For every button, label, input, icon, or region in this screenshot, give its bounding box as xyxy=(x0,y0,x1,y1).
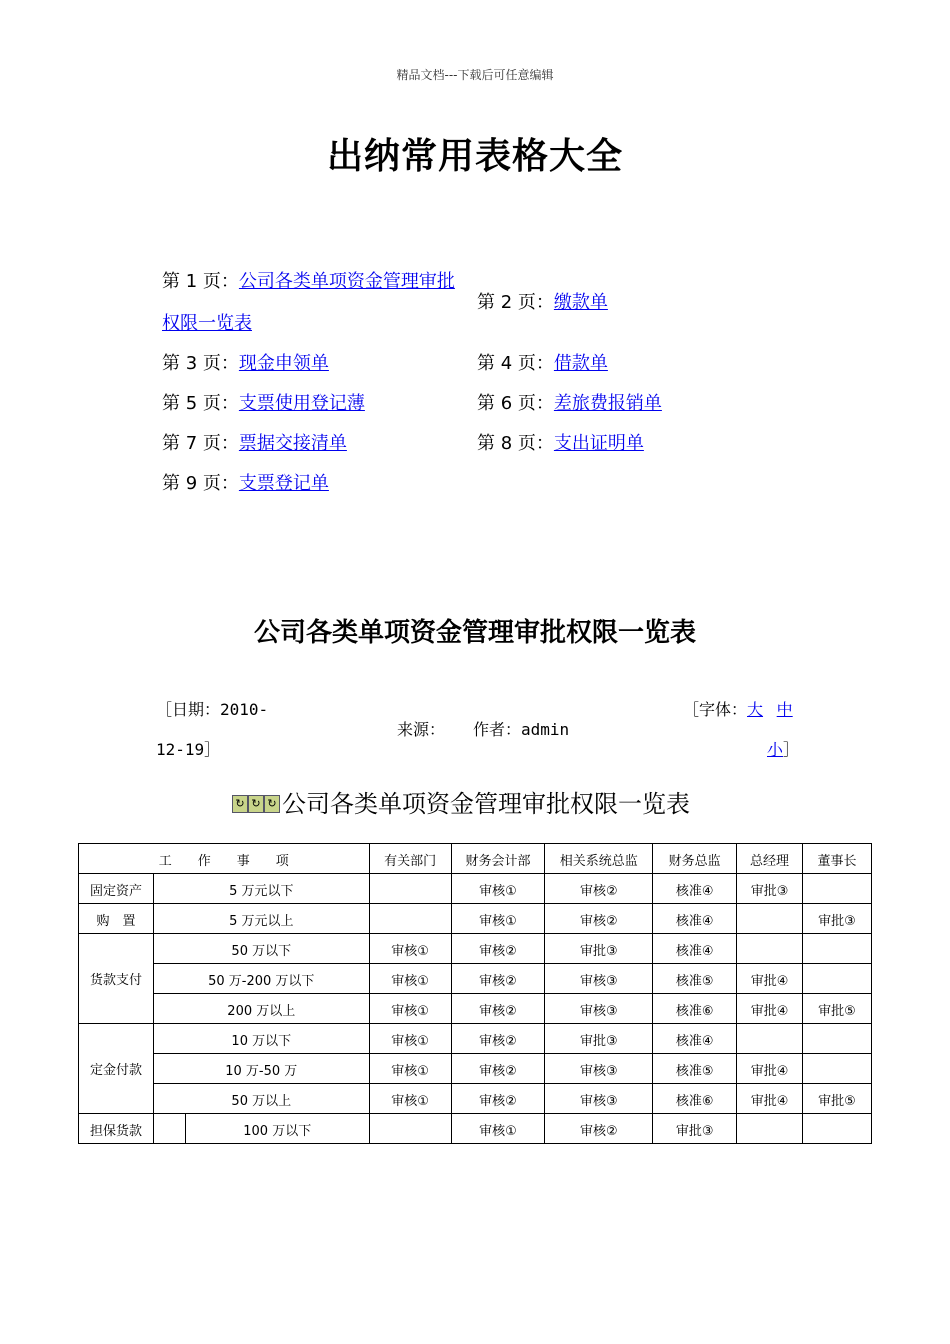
toc-link-5[interactable]: 支票使用登记薄 xyxy=(238,393,365,414)
table-cell: 核准⑤ xyxy=(653,1054,737,1084)
table-row xyxy=(79,964,872,994)
table-cell: 审核① xyxy=(369,994,451,1024)
item-cell: 50 万-200 万以下 xyxy=(153,964,369,994)
table-row xyxy=(79,874,872,904)
toc-prefix: 第 8 页： xyxy=(477,433,554,454)
toc-prefix: 第 9 页： xyxy=(162,473,239,494)
toc-link-2[interactable]: 缴款单 xyxy=(553,292,608,313)
table-cell: 审核① xyxy=(451,1114,545,1144)
item-cell: 50 万以下 xyxy=(153,934,369,964)
page-title: 出纳常用表格大全 xyxy=(326,136,623,177)
toc-item-7 xyxy=(162,434,347,454)
table-cell: 审核③ xyxy=(545,964,653,994)
table-cell: 核准⑥ xyxy=(653,1084,737,1114)
table-cell: 审批④ xyxy=(737,964,803,994)
table-cell: 审批③ xyxy=(737,874,803,904)
font-small-link[interactable]: 小 xyxy=(767,740,784,759)
font-medium-link[interactable]: 中 xyxy=(776,700,793,719)
table-cell: 审核① xyxy=(369,964,451,994)
table-heading-text: 公司各类单项资金管理审批权限一览表 xyxy=(282,790,690,818)
table-cell: 审核② xyxy=(545,1114,653,1144)
toc-item-9 xyxy=(162,474,329,494)
table-cell xyxy=(803,1054,872,1084)
table-cell: 审批④ xyxy=(737,1084,803,1114)
toc-link-4[interactable]: 借款单 xyxy=(553,353,608,374)
table-cell: 审核① xyxy=(451,874,545,904)
table-cell: 审核① xyxy=(369,1054,451,1084)
table-cell xyxy=(803,1114,872,1144)
item-cell: 50 万以上 xyxy=(153,1084,369,1114)
table-cell: 审批⑤ xyxy=(803,994,872,1024)
toc-item-6 xyxy=(477,394,662,414)
font-size-suffix: ］ xyxy=(783,740,800,759)
table-cell: 审核② xyxy=(451,1054,545,1084)
table-cell xyxy=(369,874,451,904)
table-cell: 核准④ xyxy=(653,874,737,904)
table-row xyxy=(79,934,872,964)
toc-link-1b[interactable]: 权限一览表 xyxy=(162,313,252,334)
table-cell: 审核① xyxy=(369,1084,451,1114)
table-cell: 审核① xyxy=(451,904,545,934)
table-row xyxy=(79,1084,872,1114)
table-cell xyxy=(737,934,803,964)
font-size-prefix: ［字体： xyxy=(683,700,748,719)
table-cell: 核准④ xyxy=(653,934,737,964)
toc-link-3[interactable]: 现金申领单 xyxy=(238,353,329,374)
table-cell: 审批④ xyxy=(737,994,803,1024)
header-cell: 董事长 xyxy=(803,844,872,874)
header-cell: 工 作 事 项 xyxy=(79,844,370,874)
table-cell xyxy=(803,964,872,994)
table-cell xyxy=(737,1024,803,1054)
table-cell: 审批③ xyxy=(803,904,872,934)
item-cell: 10 万-50 万 xyxy=(153,1054,369,1084)
table-row xyxy=(79,1024,872,1054)
table-cell: 核准⑤ xyxy=(653,964,737,994)
toc-prefix: 第 3 页： xyxy=(162,353,239,374)
table-cell: 审核② xyxy=(451,934,545,964)
item-cell: 200 万以上 xyxy=(153,994,369,1024)
meta-font-size-2 xyxy=(767,740,799,760)
table-cell: 审核② xyxy=(545,874,653,904)
font-large-link[interactable]: 大 xyxy=(747,700,764,719)
table-cell xyxy=(803,934,872,964)
header-cell: 有关部门 xyxy=(369,844,451,874)
category-cell: 担保货款 xyxy=(79,1114,154,1144)
meta-source: 来源： xyxy=(397,720,446,739)
table-row xyxy=(79,1114,872,1144)
toc-item-5 xyxy=(162,394,365,414)
table-cell: 审批③ xyxy=(545,934,653,964)
table-cell xyxy=(803,1024,872,1054)
empty-cell xyxy=(153,1114,185,1144)
toc-item-8 xyxy=(477,434,644,454)
category-cell: 固定资产 xyxy=(79,874,154,904)
category-cell: 货款支付 xyxy=(79,934,154,1024)
table-cell xyxy=(369,904,451,934)
toc-prefix: 第 7 页： xyxy=(162,433,239,454)
table-row xyxy=(79,1054,872,1084)
table-cell: 审核③ xyxy=(545,994,653,1024)
table-cell: 审批③ xyxy=(545,1024,653,1054)
table-cell: 审核① xyxy=(369,1024,451,1054)
table-cell: 审核② xyxy=(451,994,545,1024)
meta-date-line1: ［日期：2010- xyxy=(156,700,269,719)
refresh-icon: ↻ ↻ ↻ xyxy=(232,795,280,813)
table-cell xyxy=(737,904,803,934)
item-cell: 100 万以下 xyxy=(185,1114,369,1144)
section-title: 公司各类单项资金管理审批权限一览表 xyxy=(253,618,696,648)
toc-prefix: 第 6 页： xyxy=(477,393,554,414)
toc-prefix: 第 5 页： xyxy=(162,393,239,414)
table-cell: 审核② xyxy=(545,904,653,934)
toc-prefix: 第 4 页： xyxy=(477,353,554,374)
table-cell xyxy=(737,1114,803,1144)
table-cell: 审批④ xyxy=(737,1054,803,1084)
table-cell: 核准⑥ xyxy=(653,994,737,1024)
table-cell: 核准④ xyxy=(653,1024,737,1054)
table-row xyxy=(79,994,872,1024)
table-cell: 审核③ xyxy=(545,1054,653,1084)
meta-author: 作者：admin xyxy=(473,720,570,739)
meta-font-size xyxy=(683,700,793,720)
table-cell: 审批⑤ xyxy=(803,1084,872,1114)
toc-link-9[interactable]: 支票登记单 xyxy=(238,473,329,494)
table-cell: 审核② xyxy=(451,1084,545,1114)
toc-item-4 xyxy=(477,354,608,374)
table-heading xyxy=(232,788,690,820)
item-cell: 5 万元以上 xyxy=(153,904,369,934)
toc-prefix: 第 1 页： xyxy=(162,271,239,292)
meta-date-line2: 12-19］ xyxy=(156,740,221,759)
header-note: 精品文档---下载后可任意编辑 xyxy=(396,68,554,82)
category-cell: 购 置 xyxy=(79,904,154,934)
table-row xyxy=(79,904,872,934)
table-cell: 核准④ xyxy=(653,904,737,934)
table-cell xyxy=(803,874,872,904)
table-cell: 审批③ xyxy=(653,1114,737,1144)
toc-item-1 xyxy=(162,272,455,292)
toc-prefix: 第 2 页： xyxy=(477,292,554,313)
table-cell: 审核② xyxy=(451,1024,545,1054)
header-cell: 财务总监 xyxy=(653,844,737,874)
approval-table xyxy=(78,843,872,1144)
header-cell: 相关系统总监 xyxy=(545,844,653,874)
category-cell: 定金付款 xyxy=(79,1024,154,1114)
header-cell: 财务会计部 xyxy=(451,844,545,874)
toc-link-8[interactable]: 支出证明单 xyxy=(553,433,644,454)
toc-link-7[interactable]: 票据交接清单 xyxy=(238,433,347,454)
table-cell xyxy=(369,1114,451,1144)
toc-link-1a[interactable]: 公司各类单项资金管理审批 xyxy=(238,271,455,292)
toc-item-2 xyxy=(477,293,608,313)
toc-item-3 xyxy=(162,354,329,374)
toc-link-6[interactable]: 差旅费报销单 xyxy=(553,393,662,414)
item-cell: 5 万元以下 xyxy=(153,874,369,904)
table-cell: 审核② xyxy=(451,964,545,994)
table-cell: 审核③ xyxy=(545,1084,653,1114)
item-cell: 10 万以下 xyxy=(153,1024,369,1054)
table-cell: 审核① xyxy=(369,934,451,964)
table-header-row xyxy=(79,844,872,874)
header-cell: 总经理 xyxy=(737,844,803,874)
